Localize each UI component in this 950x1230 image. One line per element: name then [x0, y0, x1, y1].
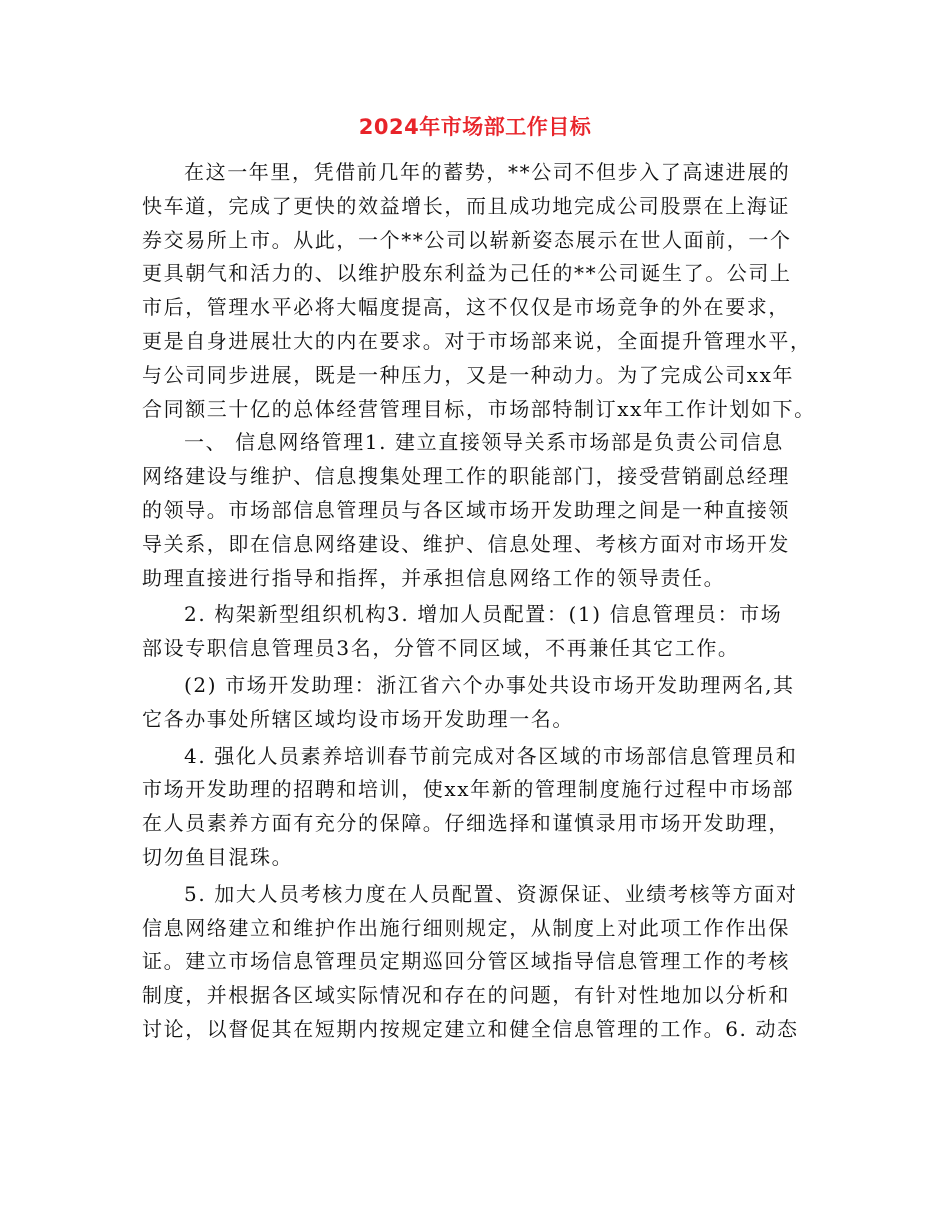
text-line: 更是自身进展壮大的内在要求。对于市场部来说，全面提升管理水平，	[142, 328, 812, 353]
text-line: 合同额三十亿的总体经营管理目标，市场部特制订xx年工作计划如下。	[142, 396, 816, 421]
text-line: 它各办事处所辖区域均设市场开发助理一名。	[142, 706, 574, 731]
text-line: 在人员素养方面有充分的保障。仔细选择和谨慎录用市场开发助理，	[142, 811, 790, 836]
document-body	[142, 156, 814, 1047]
text-line: 的领导。市场部信息管理员与各区域市场开发助理之间是一种直接领	[142, 497, 790, 522]
text-line: 导关系，即在信息网络建设、维护、信息处理、考核方面对市场开发	[142, 531, 790, 556]
text-line: 快车道，完成了更快的效益增长，而且成功地完成公司股票在上海证	[142, 193, 790, 218]
text-line: 部设专职信息管理员3名，分管不同区域，不再兼任其它工作。	[142, 636, 740, 661]
text-line: 市后，管理水平必将大幅度提高，这不仅仅是市场竞争的外在要求，	[142, 295, 790, 320]
text-line: 助理直接进行指导和指挥，并承担信息网络工作的领导责任。	[142, 565, 726, 590]
text-line: 信息网络建立和维护作出施行细则规定，从制度上对此项工作作出保	[142, 915, 790, 940]
text-line: 更具朝气和活力的、以维护股东利益为己任的**公司诞生了。公司上	[142, 261, 792, 286]
text-line: 与公司同步进展，既是一种压力，又是一种动力。为了完成公司xx年	[142, 362, 795, 387]
text-line: 4. 强化人员素养培训春节前完成对各区域的市场部信息管理员和	[184, 743, 798, 768]
text-line: 制度，并根据各区域实际情况和存在的问题，有针对性地加以分析和	[142, 983, 790, 1008]
text-line: 一、 信息网络管理1. 建立直接领导关系市场部是负责公司信息	[184, 430, 784, 455]
text-line: 讨论，以督促其在短期内按规定建立和健全信息管理的工作。6. 动态	[142, 1016, 799, 1041]
text-line: 市场开发助理的招聘和培训，使xx年新的管理制度施行过程中市场部	[142, 777, 795, 802]
text-line: 切勿鱼目混珠。	[142, 844, 294, 869]
page-title: 2024年市场部工作目标	[358, 115, 592, 139]
text-line: 券交易所上市。从此，一个**公司以崭新姿态展示在世人面前，一个	[142, 227, 792, 252]
text-line: (2) 市场开发助理：浙江省六个办事处共设市场开发助理两名,其	[184, 672, 795, 697]
text-line: 2. 构架新型组织机构3. 增加人员配置：(1) 信息管理员：市场	[184, 602, 783, 627]
text-line: 在这一年里，凭借前几年的蓄势，**公司不但步入了高速进展的	[184, 160, 791, 184]
text-line: 5. 加大人员考核力度在人员配置、资源保证、业绩考核等方面对	[184, 881, 798, 906]
text-line: 证。建立市场信息管理员定期巡回分管区域指导信息管理工作的考核	[142, 949, 790, 974]
text-line: 网络建设与维护、信息搜集处理工作的职能部门，接受营销副总经理	[142, 464, 790, 489]
